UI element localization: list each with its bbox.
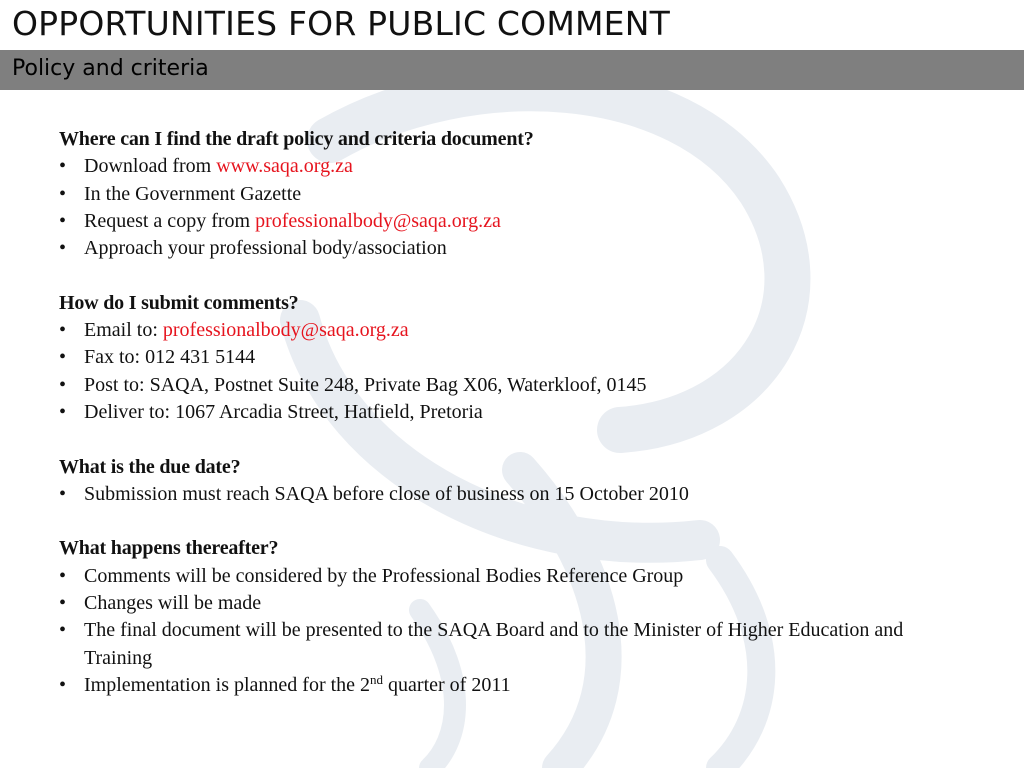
list-item: • In the Government Gazette bbox=[59, 181, 959, 208]
section-due-date bbox=[59, 454, 959, 509]
list-item: • Changes will be made bbox=[59, 590, 959, 617]
bullet-icon: • bbox=[59, 564, 67, 587]
section-heading: Where can I find the draft policy and criteria document? bbox=[59, 128, 534, 150]
section-submit-comments bbox=[59, 290, 959, 426]
section-thereafter bbox=[59, 535, 959, 699]
section-heading: What is the due date? bbox=[59, 455, 241, 478]
ordinal-suffix: nd bbox=[370, 671, 384, 687]
bullet-icon: • bbox=[59, 319, 67, 342]
subtitle-band bbox=[0, 50, 1024, 90]
slide-body bbox=[59, 126, 959, 699]
bullet-list bbox=[59, 481, 959, 508]
bullet-icon: • bbox=[59, 400, 67, 423]
bullet-icon: • bbox=[59, 209, 67, 232]
list-item: • Download from www.saqa.org.za bbox=[59, 153, 959, 180]
bullet-list bbox=[59, 153, 959, 262]
bullet-list bbox=[59, 317, 959, 426]
list-item: • Submission must reach SAQA before close of business on 15 October 2010 bbox=[59, 481, 959, 508]
bullet-list bbox=[59, 563, 959, 699]
list-item: • Comments will be considered by the Professional Bodies Reference Group bbox=[59, 563, 959, 590]
bullet-icon: • bbox=[59, 182, 67, 205]
list-item: • Post to: SAQA, Postnet Suite 248, Private Bag X06, Waterkloof, 0145 bbox=[59, 372, 959, 399]
bullet-icon: • bbox=[59, 592, 67, 615]
list-item: • Deliver to: 1067 Arcadia Street, Hatfield, Pretoria bbox=[59, 399, 959, 426]
list-item: • Request a copy from professionalbody@saqa.org.za bbox=[59, 208, 959, 235]
email-link[interactable]: professionalbody@saqa.org.za bbox=[162, 319, 409, 342]
bullet-icon: • bbox=[59, 673, 67, 696]
list-item: • Approach your professional body/association bbox=[59, 235, 959, 262]
list-item: • Email to: professionalbody@saqa.org.za bbox=[59, 317, 959, 344]
bullet-icon: • bbox=[59, 346, 67, 369]
list-item: • Fax to: 012 431 5144 bbox=[59, 344, 959, 371]
section-heading: How do I submit comments? bbox=[59, 291, 299, 314]
bullet-icon: • bbox=[59, 373, 67, 396]
website-link[interactable]: www.saqa.org.za bbox=[216, 155, 353, 178]
bullet-icon: • bbox=[59, 237, 67, 260]
bullet-icon: • bbox=[59, 619, 67, 642]
bullet-icon: • bbox=[59, 482, 67, 505]
section-find-document bbox=[59, 126, 959, 262]
email-link[interactable]: professionalbody@saqa.org.za bbox=[255, 209, 501, 232]
slide-subtitle: Policy and criteria bbox=[12, 56, 209, 81]
list-item: • Implementation is planned for the 2nd quarter of 2011 bbox=[59, 672, 959, 699]
list-item: • The final document will be presented to the SAQA Board and to the Minister of Higher Education and Training bbox=[59, 619, 904, 669]
section-heading: What happens thereafter? bbox=[59, 537, 279, 560]
slide-title: OPPORTUNITIES FOR PUBLIC COMMENT bbox=[12, 4, 670, 43]
bullet-icon: • bbox=[59, 155, 67, 178]
